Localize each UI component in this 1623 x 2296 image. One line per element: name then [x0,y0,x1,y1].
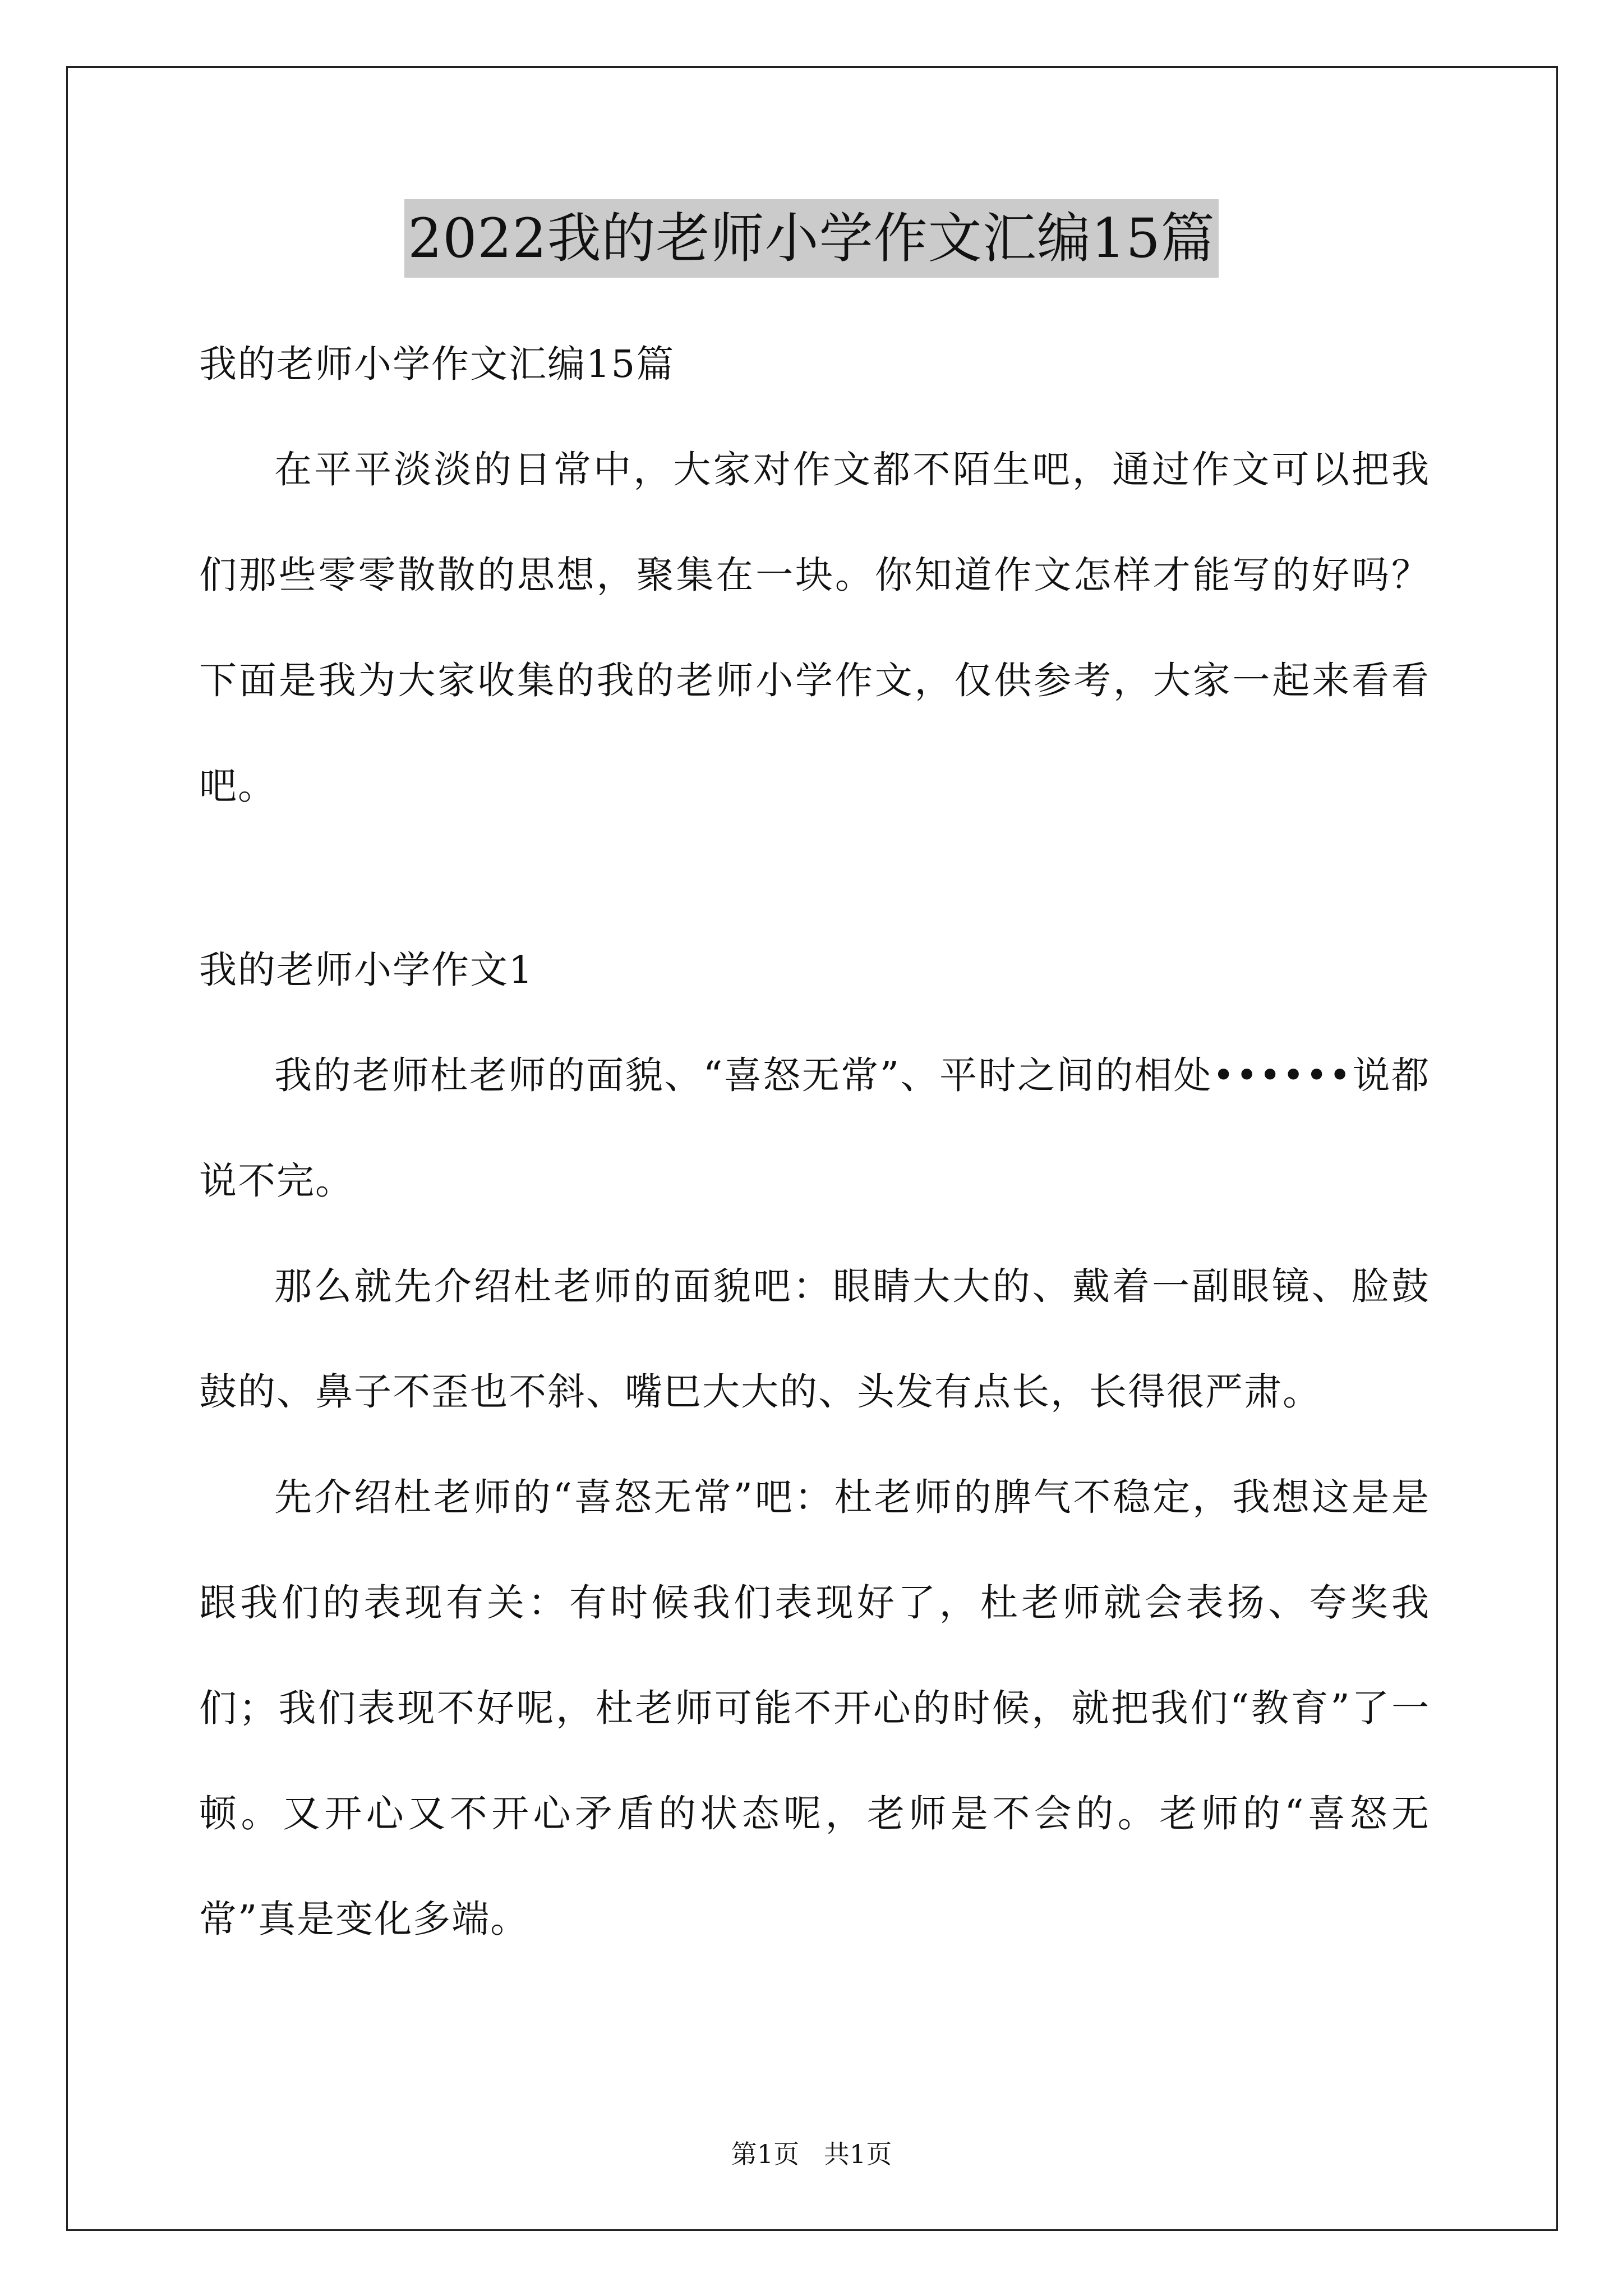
body-paragraph-3: 先介绍杜老师的“喜怒无常”吧：杜老师的脾气不稳定，我想这是是跟我们的表现有关：有时候我们表现好了，杜老师就会表扬、夸奖我们；我们表现不好呢，杜老师可能不开心的时候，就把我们“教育”了一顿。又开心又不开心矛盾的状态呢，老师是不会的。老师的“喜怒无常”真是变化多端。 [199,1475,1430,1941]
section-heading: 我的老师小学作文1 [199,948,534,992]
document-body [199,311,1430,1972]
section-spacer [199,839,1430,917]
body-paragraph-1: 我的老师杜老师的面貌、“喜怒无常”、平时之间的相处••••••说都说不完。 [199,1053,1430,1203]
title-container [0,199,1623,278]
intro-paragraph: 在平平淡淡的日常中，大家对作文都不陌生吧，通过作文可以把我们那些零零散散的思想，聚集在一块。你知道作文怎样才能写的好吗？下面是我为大家收集的我的老师小学作文，仅供参考，大家一起来看看吧。 [199,448,1430,808]
page-footer: 第1页 共1页 [731,2139,892,2169]
document-title: 2022我的老师小学作文汇编15篇 [404,199,1218,278]
body-paragraph-2: 那么就先介绍杜老师的面貌吧：眼睛大大的、戴着一副眼镜、脸鼓鼓的、鼻子不歪也不斜、嘴巴大大的、头发有点长，长得很严肃。 [199,1264,1430,1414]
document-subtitle: 我的老师小学作文汇编15篇 [199,342,675,386]
